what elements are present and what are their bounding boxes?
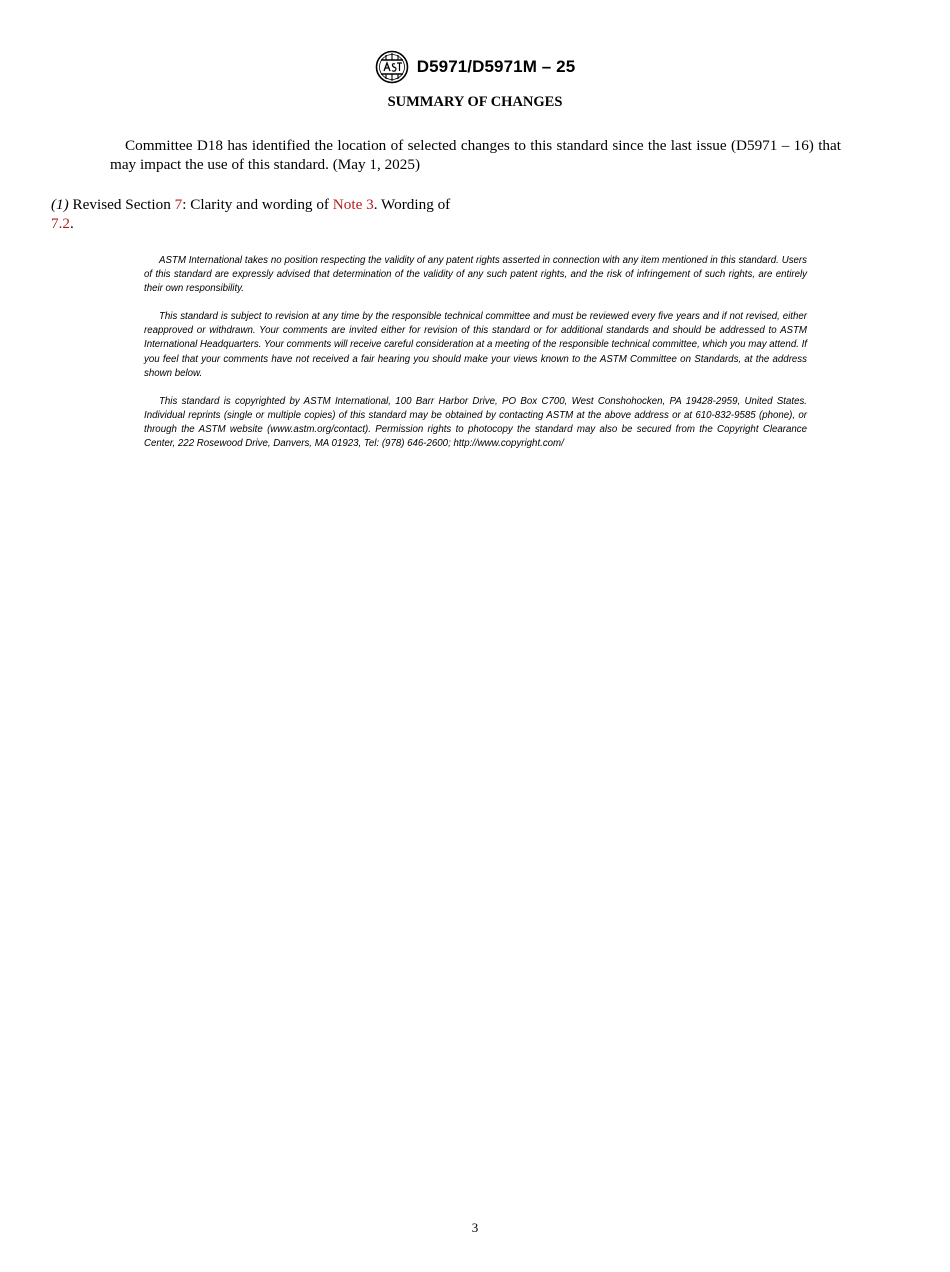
change-text: . (69, 215, 74, 232)
subsection-link[interactable]: 7.2 (51, 215, 70, 232)
standard-designation: D5971/D5971M – 25 (416, 57, 576, 76)
change-text: . Wording of (373, 196, 451, 213)
section-link[interactable]: 7 (174, 196, 183, 213)
patent-notice: ASTM International takes no position respecting the validity of any patent rights asserted in connection with any item mentioned in this standard. Users of this standard are expressly advised that determination of the validity of any such patent rights, and the risk of infringement of such rights, are entirely their own responsibility. (144, 255, 807, 295)
summary-heading: SUMMARY OF CHANGES (387, 94, 563, 110)
document-header (0, 50, 950, 84)
astm-logo-icon (375, 50, 409, 84)
change-item (51, 195, 463, 233)
summary-intro: Committee D18 has identified the location of selected changes to this standard since the last issue (D5971 – 16) that may impact the use of this standard. (May 1, 2025) (110, 137, 841, 173)
note-link[interactable]: Note 3 (332, 196, 374, 213)
change-text: : Clarity and wording of (182, 196, 333, 213)
page-number: 3 (471, 1220, 479, 1235)
change-number: (1) (51, 196, 69, 213)
change-text: Revised Section (68, 196, 175, 213)
legal-notices (144, 254, 807, 465)
revision-notice: This standard is subject to revision at any time by the responsible technical committee and must be reviewed every five years and if not revised, either reapproved or withdrawn. Your comments are invited either for revision of this standard or for additional standards and should be addressed to ASTM International Headquarters. Your comments will receive careful consideration at a meeting of the responsible technical committee, which you may attend. If you feel that your comments have not received a fair hearing you should make your views known to the ASTM Committee on Standards, at the address shown below. (144, 311, 807, 379)
copyright-notice: This standard is copyrighted by ASTM International, 100 Barr Harbor Drive, PO Box C700, West Conshohocken, PA 19428-2959, United States. Individual reprints (single or multiple copies) of this standard may be obtained by contacting ASTM at the above address or at 610-832-9585 (phone), or through the ASTM website (www.astm.org/contact). Permission rights to photocopy the standard may also be secured from the Copyright Clearance Center, 222 Rosewood Drive, Danvers, MA 01923, Tel: (978) 646-2600; http://www.copyright.com/ (144, 395, 807, 450)
